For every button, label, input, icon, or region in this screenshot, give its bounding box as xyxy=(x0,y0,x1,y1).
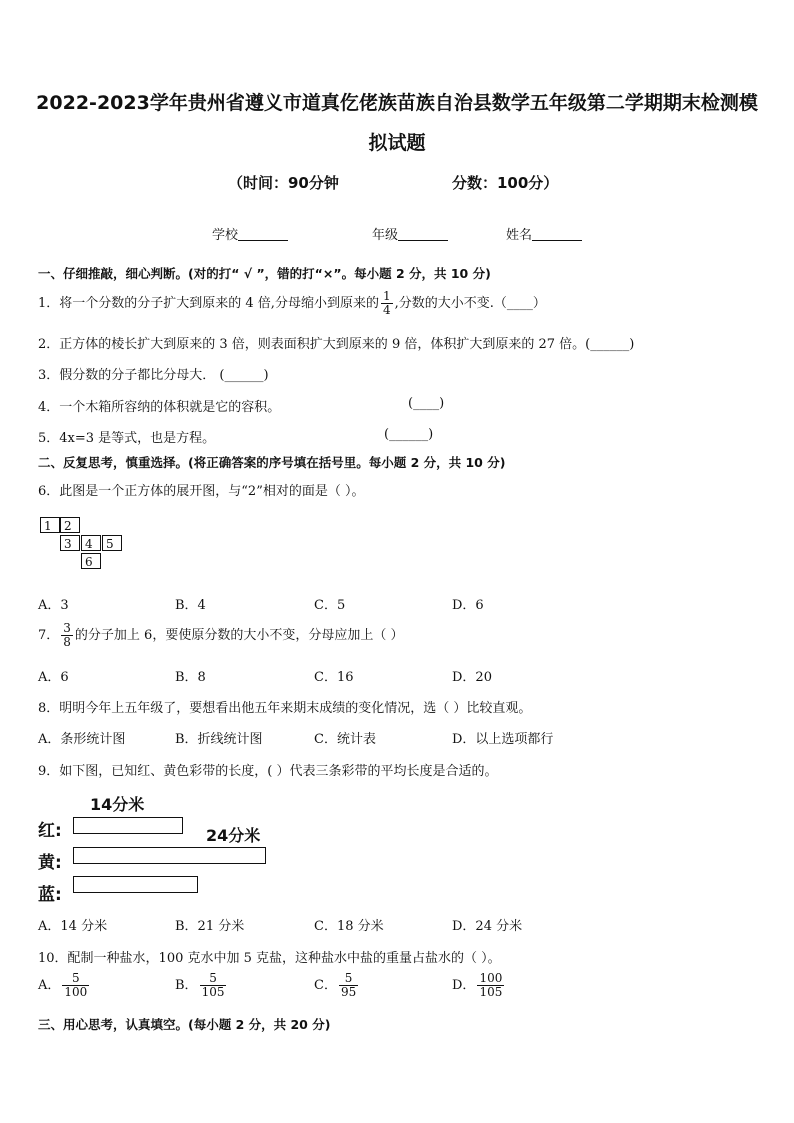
net-cell-4: 4 xyxy=(81,535,101,551)
q7-prefix: 7． xyxy=(38,628,60,643)
exam-time: （时间：90分钟 xyxy=(228,174,339,192)
question-5: 5．4x=3 是等式，也是方程。 xyxy=(38,431,216,446)
q9-option-c: C．18 分米 xyxy=(314,919,384,934)
net-cell-3: 3 xyxy=(60,535,80,551)
yellow-ribbon-length: 24分米 xyxy=(206,826,261,845)
exam-title-line2: 拟试题 xyxy=(368,132,426,154)
q8-option-d: D．以上选项都行 xyxy=(452,732,554,747)
q7-frac-den: 8 xyxy=(63,635,71,649)
q7-option-c: C．16 xyxy=(314,670,354,685)
grade-field xyxy=(372,224,448,243)
grade-blank xyxy=(398,228,448,241)
net-cell-5: 5 xyxy=(102,535,122,551)
q10-option-d xyxy=(452,972,506,999)
question-7 xyxy=(38,622,403,649)
q10-a-num: 5 xyxy=(62,972,89,986)
q10-d-fraction xyxy=(477,972,504,999)
q9-option-b: B．21 分米 xyxy=(175,919,245,934)
school-field xyxy=(212,224,288,243)
q10-a-fraction xyxy=(62,972,89,999)
section2-heading: 二、反复思考，慎重选择。(将正确答案的序号填在括号里。每小题 2 分，共 10 分) xyxy=(38,455,506,470)
red-ribbon xyxy=(73,817,183,834)
q10-a-den: 100 xyxy=(64,985,88,999)
net-cell-2: 2 xyxy=(60,517,80,533)
q9-option-d: D．24 分米 xyxy=(452,919,523,934)
q8-option-b: B．折线统计图 xyxy=(175,732,263,747)
q10-c-num: 5 xyxy=(339,972,358,986)
question-10: 10．配制一种盐水，100 克水中加 5 克盐，这种盐水中盐的重量占盐水的（ ）。 xyxy=(38,951,501,966)
name-blank xyxy=(532,228,582,241)
question-6: 6．此图是一个正方体的展开图，与“2”相对的面是（ ）。 xyxy=(38,484,365,499)
q10-b-num: 5 xyxy=(200,972,227,986)
grade-label: 年级 xyxy=(372,228,399,243)
net-cell-6: 6 xyxy=(81,553,101,569)
q6-option-b: B．4 xyxy=(175,598,206,613)
q10-c-fraction xyxy=(339,972,358,999)
school-label: 学校 xyxy=(212,228,239,243)
q7-frac-num: 3 xyxy=(63,621,71,635)
red-ribbon-length: 14分米 xyxy=(90,795,145,814)
question-8: 8．明明今年上五年级了，要想看出他五年来期末成绩的变化情况，选（ ）比较直观。 xyxy=(38,701,532,716)
section3-heading: 三、用心思考，认真填空。(每小题 2 分，共 20 分) xyxy=(38,1017,331,1032)
q8-option-a: A．条形统计图 xyxy=(38,732,126,747)
q1-frac-den: 4 xyxy=(382,303,391,317)
yellow-ribbon-label: 黄: xyxy=(38,853,62,873)
question-4: 4．一个木箱所容纳的体积就是它的容积。 xyxy=(38,400,281,415)
q10-option-b xyxy=(175,972,228,999)
exam-title-line1: 2022-2023学年贵州省遵义市道真仡佬族苗族自治县数学五年级第二学期期末检测模 xyxy=(36,92,758,114)
q7-text: 的分子加上 6，要使原分数的大小不变，分母应加上（ ） xyxy=(74,628,404,643)
q6-option-c: C．5 xyxy=(314,598,346,613)
q10-c-den: 95 xyxy=(340,985,357,999)
q10-d-label: D． xyxy=(452,978,476,993)
question-2: 2．正方体的棱长扩大到原来的 3 倍，则表面积扩大到原来的 9 倍，体积扩大到原来的 27 倍。(______) xyxy=(38,337,635,352)
q5-blank: (______) xyxy=(384,427,434,442)
question-3: 3．假分数的分子都比分母大． (______) xyxy=(38,368,269,383)
red-ribbon-label: 红: xyxy=(38,821,62,841)
section1-heading: 一、仔细推敲，细心判断。(对的打“ √ ”，错的打“×”。每小题 2 分，共 10 分) xyxy=(38,266,491,281)
question-1 xyxy=(38,290,546,317)
q8-option-c: C．统计表 xyxy=(314,732,376,747)
name-field xyxy=(506,224,582,243)
blue-ribbon-label: 蓝: xyxy=(38,885,62,905)
q10-c-label: C． xyxy=(314,978,337,993)
q10-b-label: B． xyxy=(175,978,198,993)
exam-score: 分数：100分） xyxy=(452,174,559,192)
name-label: 姓名 xyxy=(506,228,533,243)
q10-option-a xyxy=(38,972,91,999)
q6-option-a: A．3 xyxy=(38,598,69,613)
q7-fraction xyxy=(61,622,73,649)
yellow-ribbon xyxy=(73,847,266,864)
q1-fraction xyxy=(381,290,393,317)
question-9: 9．如下图，已知红、黄色彩带的长度，( ）代表三条彩带的平均长度是合适的。 xyxy=(38,764,498,779)
school-blank xyxy=(238,228,288,241)
q6-option-d: D．6 xyxy=(452,598,484,613)
q10-option-c xyxy=(314,972,360,999)
q7-option-b: B．8 xyxy=(175,670,206,685)
blue-ribbon xyxy=(73,876,198,893)
q10-d-num: 100 xyxy=(479,971,503,985)
q1-text: 1．将一个分数的分子扩大到原来的 4 倍,分母缩小到原来的 xyxy=(38,296,379,311)
q10-a-label: A． xyxy=(38,978,61,993)
q1-frac-num: 1 xyxy=(382,289,391,303)
q9-option-a: A．14 分米 xyxy=(38,919,108,934)
q10-b-fraction xyxy=(200,972,227,999)
q1-tail: ,分数的大小不变.（____） xyxy=(394,296,546,311)
q4-blank: (____) xyxy=(408,396,445,411)
q10-b-den: 105 xyxy=(201,985,225,999)
net-cell-1: 1 xyxy=(40,517,60,533)
q7-option-a: A．6 xyxy=(38,670,69,685)
q10-d-den: 105 xyxy=(479,985,503,999)
q7-option-d: D．20 xyxy=(452,670,492,685)
